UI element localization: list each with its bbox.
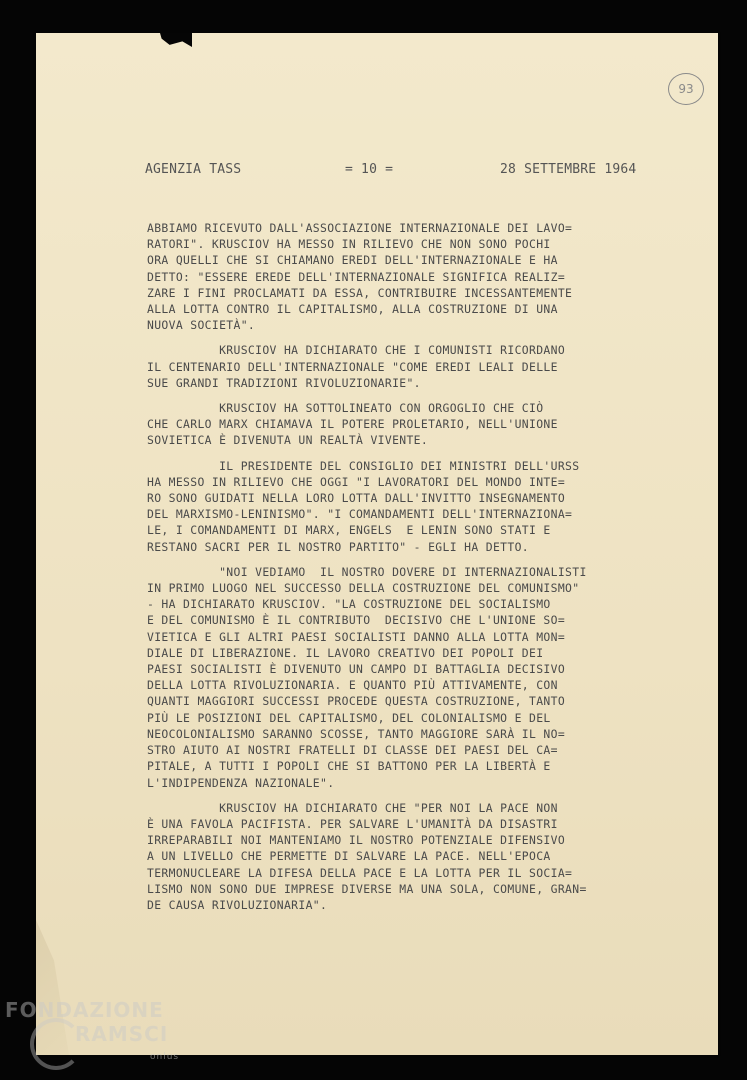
watermark-line2: RAMSCI [75,1022,169,1046]
paragraph [147,564,657,791]
text-line: PAESI SOCIALISTI È DIVENUTO UN CAMPO DI BATTAGLIA DECISIVO [147,662,566,677]
text-line: ZARE I FINI PROCLAMATI DA ESSA, CONTRIBUIRE INCESSANTEMENTE [147,285,573,300]
document-body [147,220,657,922]
text-line: DETTO: "ESSERE EREDE DELL'INTERNAZIONALE SIGNIFICA REALIZ= [147,269,566,284]
text-line: IL PRESIDENTE DEL CONSIGLIO DEI MINISTRI DELL'URSS [147,458,580,473]
text-line: QUANTI MAGGIORI SUCCESSI PROCEDE QUESTA COSTRUZIONE, TANTO [147,694,566,709]
text-line: DEL MARXISMO-LENINISMO". "I COMANDAMENTI DELL'INTERNAZIONA= [147,507,573,522]
text-line: NUOVA SOCIETÀ". [147,318,256,333]
text-line: IL CENTENARIO DELL'INTERNAZIONALE "COME EREDI LEALI DELLE [147,359,558,374]
text-line: - HA DICHIARATO KRUSCIOV. "LA COSTRUZIONE DEL SOCIALISMO [147,597,551,612]
text-line: NEOCOLONIALISMO SARANNO SCOSSE, TANTO MAGGIORE SARÀ IL NO= [147,726,566,741]
text-line: PITALE, A TUTTI I POPOLI CHE SI BATTONO PER LA LIBERTÀ E [147,759,551,774]
text-line: VIETICA E GLI ALTRI PAESI SOCIALISTI DANNO ALLA LOTTA MON= [147,629,566,644]
text-line: IN PRIMO LUOGO NEL SUCCESSO DELLA COSTRUZIONE DEL COMUNISMO" [147,581,580,596]
text-line: HA MESSO IN RILIEVO CHE OGGI "I LAVORATORI DEL MONDO INTE= [147,474,566,489]
text-line: CHE CARLO MARX CHIAMAVA IL POTERE PROLETARIO, NELL'UNIONE [147,417,558,432]
text-line: DIALE DI LIBERAZIONE. IL LAVORO CREATIVO DEI POPOLI DEI [147,645,544,660]
text-line: RATORI". KRUSCIOV HA MESSO IN RILIEVO CHE NON SONO POCHI [147,237,551,252]
text-line: ORA QUELLI CHE SI CHIAMANO EREDI DELL'INTERNAZIONALE E HA [147,253,558,268]
text-line: È UNA FAVOLA PACIFISTA. PER SALVARE L'UMANITÀ DA DISASTRI [147,816,558,831]
text-line: DE CAUSA RIVOLUZIONARIA". [147,897,328,912]
text-line: STRO AIUTO AI NOSTRI FRATELLI DI CLASSE DEI PAESI DEL CA= [147,743,558,758]
watermark-line3: onlus [150,1052,180,1062]
handwritten-page-number: 93 [668,73,704,105]
text-line: SUE GRANDI TRADIZIONI RIVOLUZIONARIE". [147,375,421,390]
header-page-number: = 10 = [345,162,394,177]
text-line: TERMONUCLEARE LA DIFESA DELLA PACE E LA LOTTA PER IL SOCIA= [147,865,573,880]
text-line: LE, I COMANDAMENTI DI MARX, ENGELS E LENIN SONO STATI E [147,523,551,538]
text-line: KRUSCIOV HA SOTTOLINEATO CON ORGOGLIO CHE CIÒ [147,401,544,416]
text-line: IRREPARABILI NOI MANTENIAMO IL NOSTRO POTENZIALE DIFENSIVO [147,833,566,848]
text-line: PIÙ LE POSIZIONI DEL CAPITALISMO, DEL COLONIALISMO E DEL [147,710,551,725]
text-line: RO SONO GUIDATI NELLA LORO LOTTA DALL'INVITTO INSEGNAMENTO [147,491,566,506]
text-line: "NOI VEDIAMO IL NOSTRO DOVERE DI INTERNAZIONALISTI [147,564,587,579]
text-line: LISMO NON SONO DUE IMPRESE DIVERSE MA UNA SOLA, COMUNE, GRAN= [147,881,587,896]
text-line: A UN LIVELLO CHE PERMETTE DI SALVARE LA PACE. NELL'EPOCA [147,849,551,864]
paragraph [147,400,657,449]
text-line: ALLA LOTTA CONTRO IL CAPITALISMO, ALLA COSTRUZIONE DI UNA [147,302,558,317]
text-line: SOVIETICA È DIVENUTA UN REALTÀ VIVENTE. [147,433,429,448]
paragraph [147,220,657,333]
watermark-line1: FONDAZIONE [5,998,164,1022]
text-line: E DEL COMUNISMO È IL CONTRIBUTO DECISIVO CHE L'UNIONE SO= [147,613,566,628]
text-line: KRUSCIOV HA DICHIARATO CHE I COMUNISTI RICORDANO [147,343,566,358]
paragraph [147,458,657,555]
text-line: RESTANO SACRI PER IL NOSTRO PARTITO" - EGLI HA DETTO. [147,539,530,554]
header-agency: AGENZIA TASS [145,162,242,177]
text-line: ABBIAMO RICEVUTO DALL'ASSOCIAZIONE INTERNAZIONALE DEI LAVO= [147,221,573,235]
text-line: L'INDIPENDENZA NAZIONALE". [147,775,335,790]
paragraph [147,342,657,391]
text-line: DELLA LOTTA RIVOLUZIONARIA. E QUANTO PIÙ ATTIVAMENTE, CON [147,678,558,693]
text-line: KRUSCIOV HA DICHIARATO CHE "PER NOI LA PACE NON [147,800,558,815]
header-date: 28 SETTEMBRE 1964 [500,162,637,177]
paragraph [147,800,657,913]
